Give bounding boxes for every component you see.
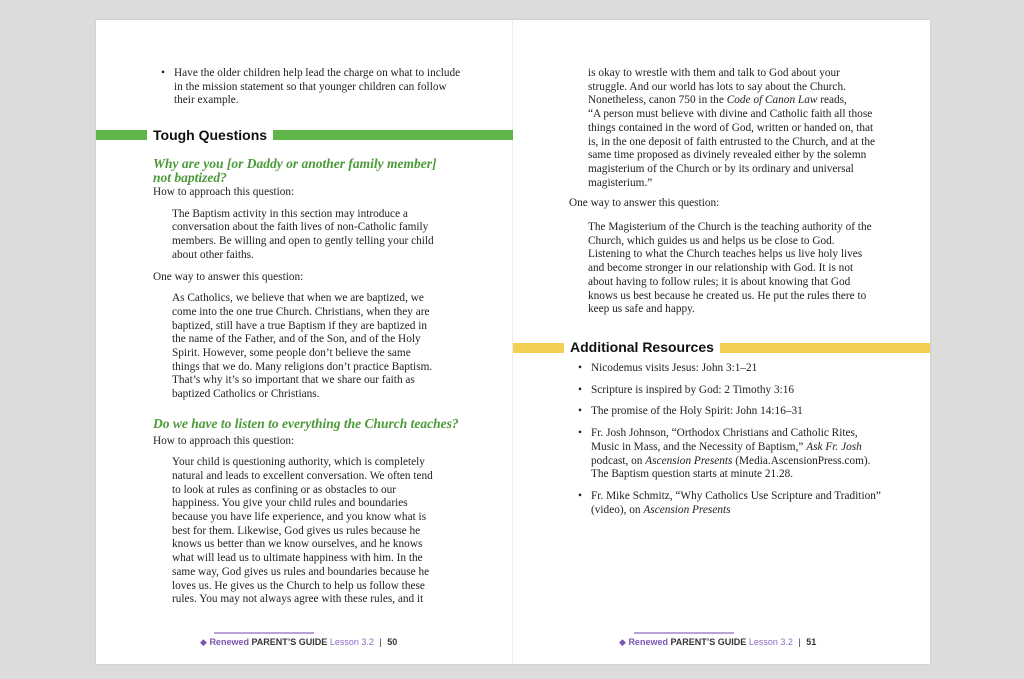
list-item: • Have the older children help lead the charge on what to include in the mission statement so that younger children can follow their example.	[161, 67, 466, 108]
channel-title: Ascension Presents	[643, 503, 731, 516]
footer-guide: PARENT’S GUIDE	[251, 637, 328, 647]
question-block-1	[153, 157, 473, 402]
diamond-icon: ◆	[200, 637, 207, 647]
footer-separator: |	[379, 637, 382, 647]
resource-text: Fr. Mike Schmitz, “Why Catholics Use Scripture and Tradition” (video), on	[591, 489, 881, 516]
page-footer-left	[200, 637, 397, 648]
podcast-title: Ask Fr. Josh	[806, 440, 862, 453]
footer-separator: |	[798, 637, 801, 647]
resources-list	[578, 362, 888, 525]
page-number: 50	[387, 637, 398, 647]
resource-text: (Media.AscensionPress.com). The Baptism question starts at minute 21.28.	[591, 454, 871, 481]
list-item: • The promise of the Holy Spirit: John 14:16–31	[578, 405, 888, 419]
footer-brand: Renewed	[209, 637, 249, 647]
canon-quote: “A person must believe with divine and Catholic faith all those things contained in the word of God, written or handed on, that is, in the one deposit of faith entrusted to the Church, and at the same time proposed as divinely revealed either by the solemn magisterium of the Church or by its ordinary and universal magisterium.”	[588, 108, 876, 189]
approach-text: The Baptism activity in this section may introduce a conversation about the faith lives of non-Catholic family members. Be willing and open to gently telling your child about other faiths.	[172, 207, 434, 261]
section-title-tough-questions: Tough Questions	[147, 127, 273, 143]
resource-text: Fr. Josh Johnson, “Orthodox Christians and Catholic Rites, Music in Mass, and the Necessity of Baptism,”	[591, 427, 858, 453]
footer-guide: PARENT’S GUIDE	[670, 637, 747, 647]
page-footer-right	[619, 637, 816, 648]
diamond-icon: ◆	[619, 637, 626, 647]
continued-part-1: is okay to wrestle with them and talk to God about your struggle. And our world has lots to say about the Church. Nonetheless, canon 750 in the	[588, 67, 846, 107]
approach-text: Your child is questioning authority, which is completely natural and leads to excellent conversation. We often tend to look at rules as confining or as obstacles to our happiness. You give your child rules and boundaries because you have life experience, and you know what is best for them. Likewise, God gives us rules because he knows us better than we know ourselves, and he knows what will lead us to ultimate happiness with him. In the same way, God gives us rules and boundaries because he loves us. He gives us the Church to help us follow these rules. You may not always agree with these rules, and it	[172, 456, 433, 606]
question-heading: Do we have to listen to everything the Church teaches?	[153, 416, 459, 431]
footer-rule	[634, 632, 734, 634]
answer-text: As Catholics, we believe that when we are baptized, we come into the one true Church. Christians, when they are baptized, still have a true Baptism if they are baptized in the name of the Father, and of the Son, and of the Holy Spirit. However, some people don’t believe the same things that we do. Many religions don’t practice Baptism. That’s why it’s so important that we share our faith as baptized Catholics or Christians.	[172, 292, 433, 401]
footer-lesson: Lesson 3.2	[748, 637, 793, 647]
approach-label: How to approach this question:	[153, 434, 295, 447]
answer-label: One way to answer this question:	[153, 270, 304, 283]
footer-brand: Renewed	[628, 637, 668, 647]
resource-text: podcast, on	[591, 454, 643, 467]
canon-law-citation: Code of Canon Law	[726, 94, 818, 107]
channel-title: Ascension Presents	[645, 454, 733, 467]
footer-rule	[214, 632, 314, 634]
answer-text: The Magisterium of the Church is the teaching authority of the Church, which guides us and helps us be close to God. Listening to what the Church teaches helps us live holy lives and become stronger in our relationship with God. It is not about having to follow rules; it is about knowing that God knows us best because he created us. He put the rules there to keep us safe and happy.	[588, 221, 872, 316]
continued-text	[588, 67, 878, 190]
question-heading: Why are you [or Daddy or another family member] not baptized?	[153, 156, 437, 185]
left-page	[96, 20, 513, 664]
section-title-additional-resources: Additional Resources	[564, 339, 720, 355]
intro-bullet-list	[161, 67, 466, 108]
page-number: 51	[806, 637, 817, 647]
answer-label: One way to answer this question:	[569, 197, 720, 209]
list-item: • Scripture is inspired by God: 2 Timothy 3:16	[578, 384, 888, 398]
right-page	[513, 20, 930, 664]
footer-lesson: Lesson 3.2	[329, 637, 374, 647]
approach-label: How to approach this question:	[153, 186, 295, 198]
question-block-2	[153, 417, 473, 607]
book-spread	[96, 20, 930, 664]
list-item: • Nicodemus visits Jesus: John 3:1–21	[578, 362, 888, 376]
continued-part-2: reads,	[820, 94, 847, 107]
list-item	[578, 427, 888, 482]
list-item	[578, 490, 888, 517]
